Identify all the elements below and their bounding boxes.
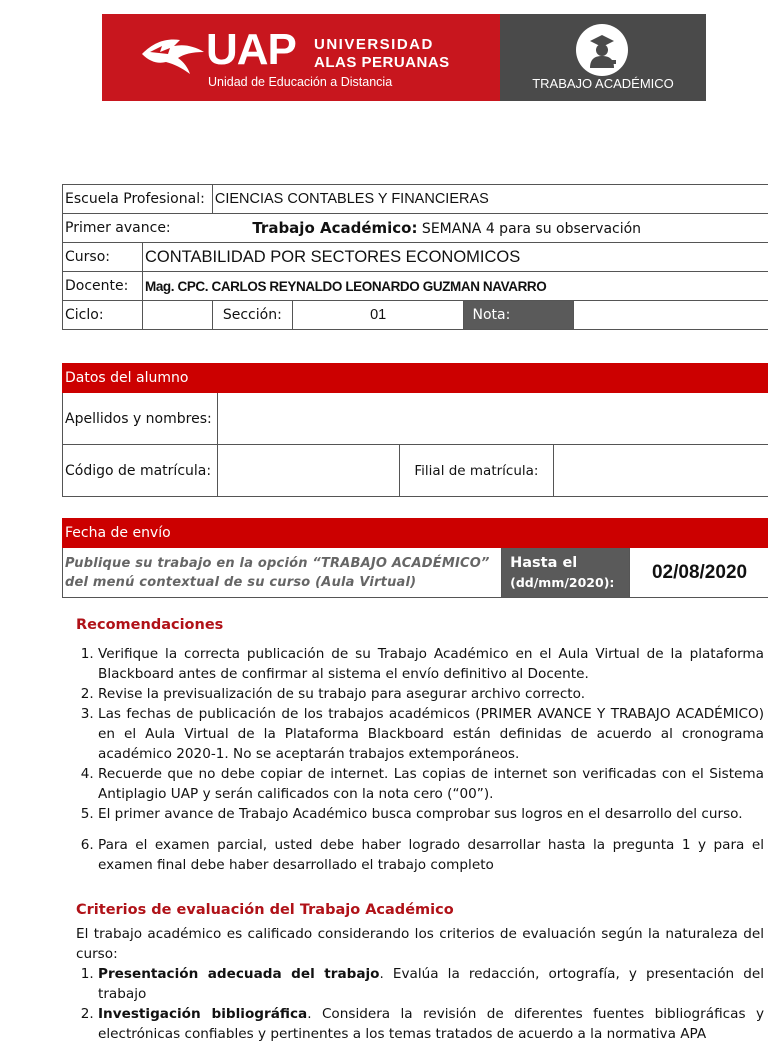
seccion-value: 01 bbox=[292, 301, 464, 330]
envio-row bbox=[63, 548, 768, 598]
apellidos-input[interactable] bbox=[217, 393, 768, 445]
recomendacion-item: 1. Verifique la correcta publicación de su Trabajo Académico en el Aula Virtual de la plataforma Blackboard antes de confirmar al sistema el envío definitivo al Docente. bbox=[98, 644, 764, 684]
avance-rest: SEMANA 4 para su observación bbox=[417, 221, 641, 237]
codigo-label: Código de matrícula: bbox=[63, 445, 218, 497]
recomendacion-item: 6. Para el examen parcial, usted debe haber logrado desarrollar hasta la pregunta 1 y para el examen final debe haber desarrollado el trabajo completo bbox=[98, 835, 764, 875]
criterio-item-rest: . Considera la revisión de diferentes fuentes bibliográficas y electrónicas confiables y pertinentes a los temas tratados de acuerdo a la normativa APA bbox=[98, 1006, 764, 1042]
university-name-line1: UNIVERSIDAD bbox=[314, 36, 434, 53]
avance-value bbox=[212, 214, 768, 243]
nota-label: Nota: bbox=[464, 301, 574, 330]
header-subtitle: Unidad de Educación a Distancia bbox=[208, 75, 392, 89]
recomendacion-item: 5. El primer avance de Trabajo Académico busca comprobar sus logros en el desarrollo del curso. bbox=[98, 804, 764, 824]
header-gray-panel bbox=[500, 14, 706, 101]
recomendacion-item: 3. Las fechas de publicación de los trabajos académicos (PRIMER AVANCE Y TRABAJO ACADÉMICO) en el Aula Virtual de la Plataforma Blackboard están definidas de acuerdo al cronograma académico 2020-1. No se aceptarán trabajos extemporáneos. bbox=[98, 704, 764, 764]
seccion-label: Sección: bbox=[212, 301, 292, 330]
graduate-circle bbox=[576, 24, 628, 76]
course-info-table bbox=[62, 184, 768, 330]
escuela-label: Escuela Profesional: bbox=[63, 185, 213, 214]
escuela-value: CIENCIAS CONTABLES Y FINANCIERAS bbox=[212, 185, 768, 214]
envio-date: 02/08/2020 bbox=[630, 548, 768, 598]
filial-label: Filial de matrícula: bbox=[399, 445, 554, 497]
avance-label: Primer avance: bbox=[63, 214, 213, 243]
filial-input[interactable] bbox=[554, 445, 768, 497]
curso-row bbox=[63, 243, 768, 272]
curso-label: Curso: bbox=[63, 243, 143, 272]
curso-value: CONTABILIDAD POR SECTORES ECONOMICOS bbox=[142, 243, 768, 272]
codigo-row bbox=[63, 445, 768, 497]
recomendacion-item: 4. Recuerde que no debe copiar de internet. Las copias de internet son verificadas con el Sistema Antiplagio UAP y serán calificados con la nota cero (“00”). bbox=[98, 764, 764, 804]
docente-row bbox=[63, 272, 768, 301]
submission-date-table bbox=[62, 518, 768, 598]
ciclo-row bbox=[63, 301, 768, 330]
codigo-input[interactable] bbox=[217, 445, 399, 497]
criterio-item bbox=[98, 964, 764, 1004]
apellidos-label: Apellidos y nombres: bbox=[63, 393, 218, 445]
apellidos-row bbox=[63, 393, 768, 445]
recomendaciones-list bbox=[74, 644, 764, 875]
ciclo-label: Ciclo: bbox=[63, 301, 143, 330]
hasta-cell bbox=[502, 548, 630, 598]
hasta-label: Hasta el bbox=[510, 553, 627, 573]
nota-value bbox=[574, 301, 768, 330]
recomendacion-item: 2. Revise la previsualización de su trabajo para asegurar archivo correcto. bbox=[98, 684, 764, 704]
student-data-table bbox=[62, 363, 768, 497]
avance-bold: Trabajo Académico: bbox=[252, 219, 417, 237]
envio-section-title: Fecha de envío bbox=[63, 519, 768, 548]
docente-value: Mag. CPC. CARLOS REYNALDO LEONARDO GUZMAN NAVARRO bbox=[142, 272, 768, 301]
graduate-icon bbox=[576, 24, 628, 76]
escuela-row bbox=[63, 185, 768, 214]
alumno-section-title: Datos del alumno bbox=[63, 364, 768, 393]
criterio-item bbox=[98, 1004, 764, 1044]
criterio-item-bold: Investigación bibliográfica bbox=[98, 1006, 307, 1022]
criterios-container bbox=[74, 924, 764, 1044]
criterio-item-bold: Presentación adecuada del trabajo bbox=[98, 966, 380, 982]
ciclo-value bbox=[142, 301, 212, 330]
criterio-item-rest: . Evalúa la redacción, ortografía, y presentación del trabajo bbox=[98, 966, 764, 1002]
recomendaciones-list-container bbox=[74, 644, 764, 875]
criterios-intro: El trabajo académico es calificado considerando los criterios de evaluación según la naturaleza del curso: bbox=[74, 924, 764, 964]
header-trabajo-label: TRABAJO ACADÉMICO bbox=[500, 76, 706, 91]
criterios-title: Criterios de evaluación del Trabajo Académico bbox=[76, 902, 454, 918]
avance-row bbox=[63, 214, 768, 243]
docente-label: Docente: bbox=[63, 272, 143, 301]
university-name-line2: ALAS PERUANAS bbox=[314, 54, 450, 71]
criterios-list bbox=[74, 964, 764, 1044]
eagle-logo-icon bbox=[140, 32, 206, 76]
header-banner bbox=[102, 14, 706, 101]
uap-logo-text: UAP bbox=[206, 28, 296, 72]
envio-instruction: Publique su trabajo en la opción “TRABAJO ACADÉMICO” del menú contextual de su curso (Aula Virtual) bbox=[63, 548, 502, 598]
header-red-panel bbox=[102, 14, 500, 101]
hasta-format: (dd/mm/2020): bbox=[510, 573, 627, 593]
recomendaciones-title: Recomendaciones bbox=[76, 617, 223, 633]
